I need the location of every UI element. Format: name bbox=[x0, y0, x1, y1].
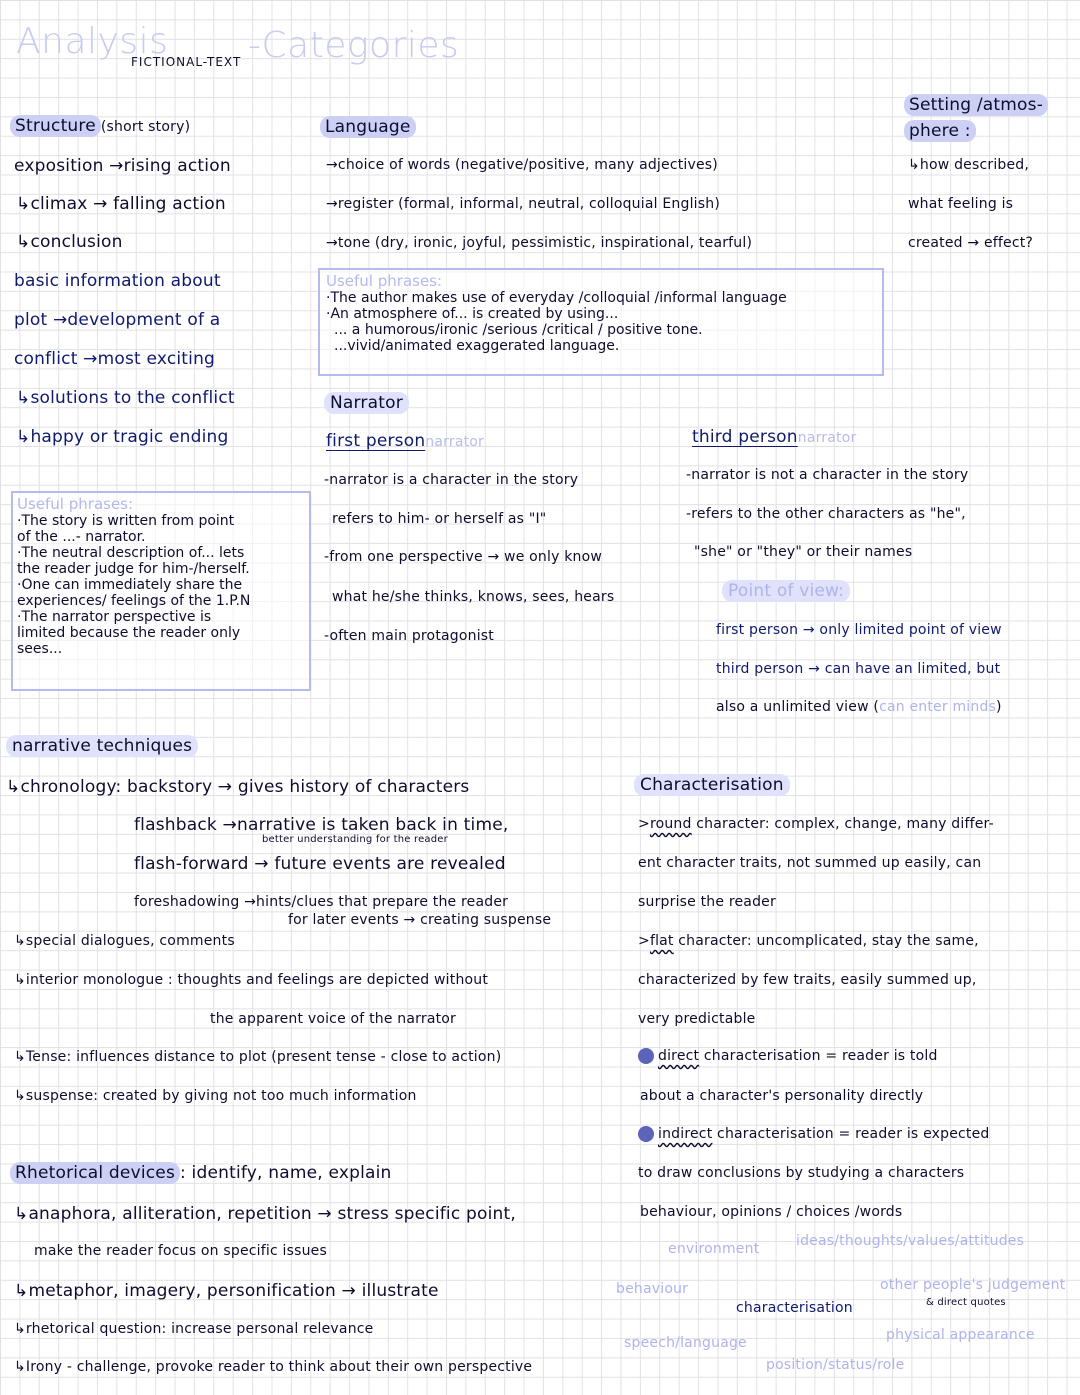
map-position: position/status/role bbox=[766, 1357, 905, 1373]
technique-line: ↳Tense: influences distance to plot (present tense - close to action) bbox=[14, 1049, 502, 1065]
technique-line: for later events → creating suspense bbox=[288, 912, 552, 928]
structure-line: conflict →most exciting bbox=[14, 349, 216, 369]
indirect-line: to draw conclusions by studying a characters bbox=[638, 1165, 965, 1181]
structure-phrase-line: of the ...- narrator. bbox=[17, 529, 146, 545]
structure-line: exposition →rising action bbox=[14, 156, 231, 176]
structure-line: basic information about bbox=[14, 271, 221, 291]
indirect-line bbox=[638, 1126, 990, 1142]
pov-line: third person → can have an limited, but bbox=[716, 661, 1001, 677]
narrator-heading-text: Narrator bbox=[324, 392, 409, 414]
third-person-line: -narrator is not a character in the story bbox=[686, 467, 969, 483]
pov-line bbox=[716, 699, 1002, 715]
rhetorical-line: ↳rhetorical question: increase personal relevance bbox=[14, 1321, 374, 1337]
map-quotes: & direct quotes bbox=[926, 1297, 1006, 1308]
language-phrase-line: ·The author makes use of everyday /colloquial /informal language bbox=[326, 290, 787, 306]
map-environment: environment bbox=[668, 1241, 760, 1257]
flat-line: >flat character: uncomplicated, stay the same, bbox=[638, 933, 979, 949]
technique-line: ↳interior monologue : thoughts and feelings are depicted without bbox=[14, 972, 489, 988]
structure-phrases-heading: Useful phrases: bbox=[17, 495, 134, 513]
rhetorical-line: ↳Irony - challenge, provoke reader to think about their own perspective bbox=[14, 1359, 533, 1375]
indirect-label: indirect bbox=[658, 1126, 713, 1142]
pov-line: first person → only limited point of view bbox=[716, 622, 1002, 638]
structure-line: ↳conclusion bbox=[16, 232, 123, 252]
language-phrase-line: ·An atmosphere of... is created by using... bbox=[326, 306, 619, 322]
setting-heading-line: Setting /atmos- bbox=[904, 94, 1048, 116]
structure-phrase-line: limited because the reader only bbox=[17, 625, 241, 641]
flat-text: character: uncomplicated, stay the same, bbox=[678, 933, 979, 949]
language-phrase-line: ... a humorous/ironic /serious /critical / positive tone. bbox=[334, 322, 703, 338]
pov-heading-text: Point of view: bbox=[722, 580, 850, 602]
structure-heading-text: Structure bbox=[10, 115, 101, 137]
third-person-suffix: narrator bbox=[797, 430, 857, 446]
page-subtitle: FICTIONAL-TEXT bbox=[131, 55, 242, 69]
pov-line-text: also a unlimited view ( bbox=[716, 699, 880, 715]
map-physical: physical appearance bbox=[886, 1327, 1035, 1343]
first-person-title: first person bbox=[326, 431, 426, 451]
structure-phrase-line: the reader judge for him-/herself. bbox=[17, 561, 250, 577]
rhetorical-heading-text: Rhetorical devices bbox=[10, 1162, 180, 1184]
map-center: characterisation bbox=[736, 1300, 853, 1316]
language-line: →tone (dry, ironic, joyful, pessimistic, inspirational, tearful) bbox=[326, 235, 753, 251]
rhetorical-heading bbox=[10, 1163, 392, 1183]
rhetorical-line: make the reader focus on specific issues bbox=[34, 1243, 327, 1259]
structure-phrase-line: ·The narrator perspective is bbox=[17, 609, 212, 625]
direct-label: direct bbox=[658, 1048, 700, 1064]
third-person-line: "she" or "they" or their names bbox=[694, 544, 913, 560]
map-ideas: ideas/thoughts/values/attitudes bbox=[796, 1233, 1025, 1249]
pov-line-close: ) bbox=[996, 699, 1002, 715]
third-person-heading bbox=[692, 427, 856, 447]
bullet-icon bbox=[638, 1048, 654, 1064]
technique-line: flashback →narrative is taken back in time, bbox=[134, 815, 509, 835]
language-phrases-box bbox=[318, 268, 884, 376]
technique-line: ↳chronology: backstory → gives history of characters bbox=[6, 777, 470, 797]
setting-line: created → effect? bbox=[908, 235, 1034, 251]
technique-line: the apparent voice of the narrator bbox=[210, 1011, 457, 1027]
narrator-heading bbox=[324, 393, 409, 413]
flat-label: flat bbox=[649, 933, 674, 949]
technique-line: foreshadowing →hints/clues that prepare the reader bbox=[134, 894, 509, 910]
indirect-line: behaviour, opinions / choices /words bbox=[640, 1204, 903, 1220]
pov-line-note: can enter minds bbox=[879, 699, 997, 715]
technique-line: ↳special dialogues, comments bbox=[14, 933, 235, 949]
first-person-line: -narrator is a character in the story bbox=[324, 472, 579, 488]
first-person-line: refers to him- or herself as "I" bbox=[332, 511, 547, 527]
structure-line: ↳solutions to the conflict bbox=[16, 388, 235, 408]
technique-line: better understanding for the reader bbox=[262, 834, 448, 845]
language-phrases-heading: Useful phrases: bbox=[326, 272, 443, 290]
rhetorical-line: ↳anaphora, alliteration, repetition → stress specific point, bbox=[14, 1204, 516, 1224]
indirect-text: characterisation = reader is expected bbox=[717, 1126, 990, 1142]
structure-phrase-line: ·One can immediately share the bbox=[17, 577, 243, 593]
structure-line: plot →development of a bbox=[14, 310, 221, 330]
first-person-line: -often main protagonist bbox=[324, 628, 494, 644]
first-person-heading bbox=[326, 431, 484, 451]
structure-phrase-line: ·The neutral description of... lets bbox=[17, 545, 245, 561]
flat-line: characterized by few traits, easily summed up, bbox=[638, 972, 977, 988]
structure-heading-note: (short story) bbox=[100, 119, 191, 135]
bullet-icon bbox=[638, 1126, 654, 1142]
characterisation-heading bbox=[634, 775, 790, 795]
structure-phrases-box bbox=[11, 491, 311, 691]
techniques-heading bbox=[6, 736, 198, 756]
rhetorical-line: ↳metaphor, imagery, personification → illustrate bbox=[14, 1281, 439, 1301]
third-person-title: third person bbox=[692, 427, 798, 447]
map-speech: speech/language bbox=[624, 1335, 747, 1351]
setting-heading bbox=[904, 92, 1048, 144]
rhetorical-heading-tail: : identify, name, explain bbox=[180, 1163, 392, 1183]
technique-line: ↳suspense: created by giving not too much information bbox=[14, 1088, 417, 1104]
structure-heading bbox=[10, 116, 190, 136]
round-text: character: complex, change, many differ- bbox=[696, 816, 994, 832]
structure-line: ↳climax → falling action bbox=[16, 194, 226, 214]
setting-line: what feeling is bbox=[908, 196, 1014, 212]
language-heading bbox=[320, 117, 416, 137]
structure-line: ↳happy or tragic ending bbox=[16, 427, 229, 447]
map-others: other people's judgement bbox=[880, 1277, 1066, 1293]
language-line: →choice of words (negative/positive, many adjectives) bbox=[326, 157, 718, 173]
setting-line: ↳how described, bbox=[908, 157, 1030, 173]
first-person-suffix: narrator bbox=[425, 434, 485, 450]
language-heading-text: Language bbox=[320, 116, 416, 138]
page-title-tail: -Categories bbox=[248, 25, 460, 66]
first-person-line: -from one perspective → we only know bbox=[324, 549, 603, 565]
structure-phrase-line: experiences/ feelings of the 1.P.N bbox=[17, 593, 251, 609]
first-person-line: what he/she thinks, knows, sees, hears bbox=[332, 589, 615, 605]
structure-phrase-line: sees... bbox=[17, 641, 63, 657]
flat-line: very predictable bbox=[638, 1011, 756, 1027]
structure-phrase-line: ·The story is written from point bbox=[17, 513, 235, 529]
language-line: →register (formal, informal, neutral, colloquial English) bbox=[326, 196, 720, 212]
round-line: >round character: complex, change, many differ- bbox=[638, 816, 994, 832]
pov-heading bbox=[722, 581, 850, 601]
page-title: Analysis bbox=[16, 21, 169, 62]
map-behaviour: behaviour bbox=[616, 1281, 689, 1297]
round-line: surprise the reader bbox=[638, 894, 776, 910]
round-line: ent character traits, not summed up easily, can bbox=[638, 855, 982, 871]
technique-line: flash-forward → future events are revealed bbox=[134, 854, 506, 874]
characterisation-heading-text: Characterisation bbox=[634, 774, 790, 796]
setting-heading-line: phere : bbox=[904, 120, 976, 142]
language-phrase-line: ...vivid/animated exaggerated language. bbox=[334, 338, 620, 354]
third-person-line: -refers to the other characters as "he", bbox=[686, 506, 966, 522]
direct-line: about a character's personality directly bbox=[640, 1088, 924, 1104]
techniques-heading-text: narrative techniques bbox=[6, 735, 198, 757]
direct-text: characterisation = reader is told bbox=[703, 1048, 938, 1064]
round-label: round bbox=[649, 816, 692, 832]
direct-line bbox=[638, 1048, 938, 1064]
